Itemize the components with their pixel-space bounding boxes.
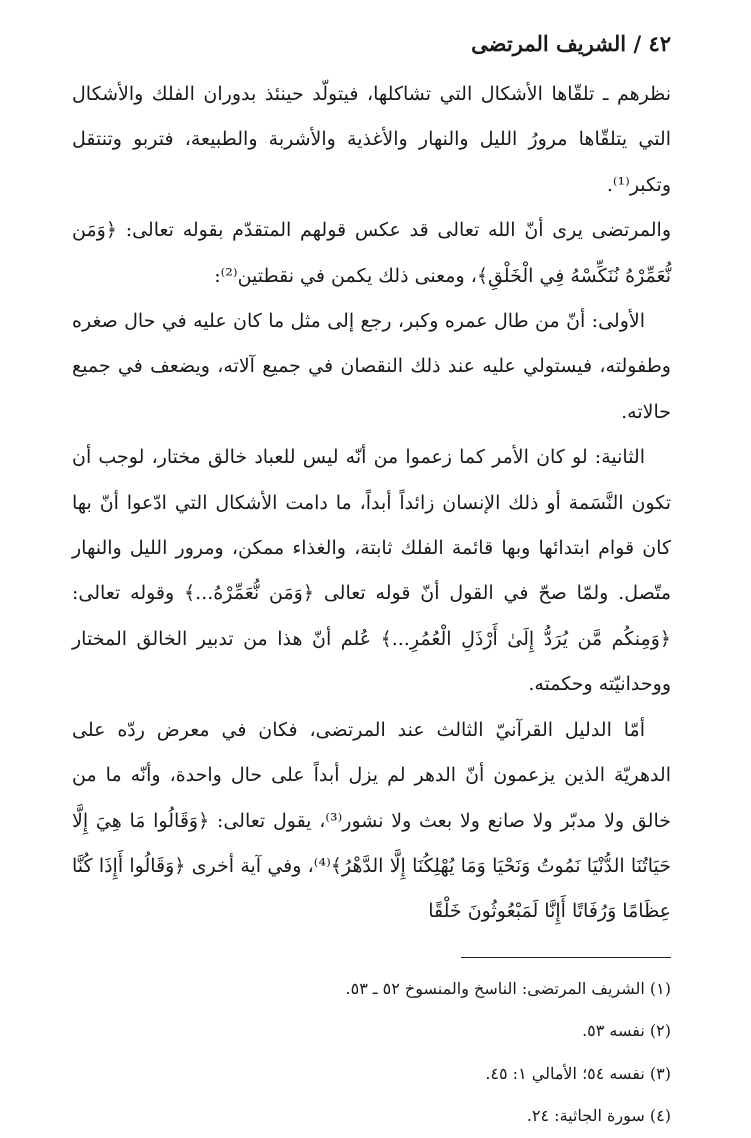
footnote-separator: [461, 957, 671, 958]
footnote-1: (١) الشريف المرتضى: الناسخ والمنسوخ ٥٢ ـ ٥٣.: [345, 978, 671, 998]
book-page: [72, 22, 671, 1138]
footnote-3: (٣) نفسه ٥٤؛ الأمالي ١: ٤٥.: [485, 1063, 671, 1083]
running-header: ٤٢ / الشريف المرتضى: [471, 31, 671, 56]
paragraph-2: والمرتضى يرى أنّ الله تعالى قد عكس قولهم المتقدّم بقوله تعالى: ﴿وَمَن نُّعَمِّرْهُ نُنَكِّسْهُ فِي الْخَلْقِ﴾، ومعنى ذلك يكمن في نقطتين⁽²⁾:: [72, 219, 671, 287]
footnotes: [72, 968, 671, 1138]
paragraph-5: أمّا الدليل القرآنيّ الثالث عند المرتضى، فكان في معرض ردّه على الدهريّة الذين يزعمون أنّ الدهر لم يزل أبداً على حال واحدة، وأنّه ما من خالق ولا مدبّر ولا صانع ولا بعث ولا نشور⁽³⁾، يقول تعالى: ﴿وَقَالُوا مَا هِيَ إِلَّا حَيَاتُنَا الدُّنْيَا نَمُوتُ وَنَحْيَا وَمَا يُهْلِكُنَا إِلَّا الدَّهْرُ﴾⁽⁴⁾، وفي آية أخرى ﴿وَقَالُوا أَإِذَا كُنَّا عِظَامًا وَرُفَاتًا أَإِنَّا لَمَبْعُوثُونَ خَلْقًا: [72, 718, 672, 923]
paragraph-4: الثانية: لو كان الأمر كما زعموا من أنّه ليس للعباد خالق مختار، لوجب أن تكون النَّسَمة أو ذلك الإنسان زائداً أبداً، ما دامت الأشكال التي ادّعوا أنّ بها كان قوام ابتدائها وبها قائمة الفلك ثابتة، والغذاء ممكن، ومرور الليل والنهار متّصل. ولمّا صحّ في القول أنّ قوله تعالى ﴿وَمَن نُّعَمِّرْهُ...﴾ وقوله تعالى: ﴿وَمِنكُم مَّن يُرَدُّ إِلَىٰ أَرْذَلِ الْعُمُرِ...﴾ عُلم أنّ هذا من تدبير الخالق المختار ووحدانيّته وحكمته.: [72, 446, 671, 696]
paragraph-1: نظرهم ـ تلقّاها الأشكال التي تشاكلها، فيتولّد حينئذ بدوران الفلك والأشكال التي يتلقّاها مرورُ الليل والنهار والأغذية والأشربة والطبيعة، فتربو وتنتقل وتكبر⁽¹⁾.: [72, 83, 671, 196]
footnote-2: (٢) نفسه ٥٣.: [582, 1021, 671, 1041]
footnote-4: (٤) سورة الجاثية: ٢٤.: [526, 1106, 671, 1126]
paragraph-3: الأولى: أنّ من طال عمره وكبر، رجع إلى مثل ما كان عليه في حال صغره وطفولته، فيستولي عليه عند ذلك النقصان في جميع آلاته، ويضعف في جميع حالاته.: [72, 310, 671, 423]
body-text: [72, 72, 671, 935]
